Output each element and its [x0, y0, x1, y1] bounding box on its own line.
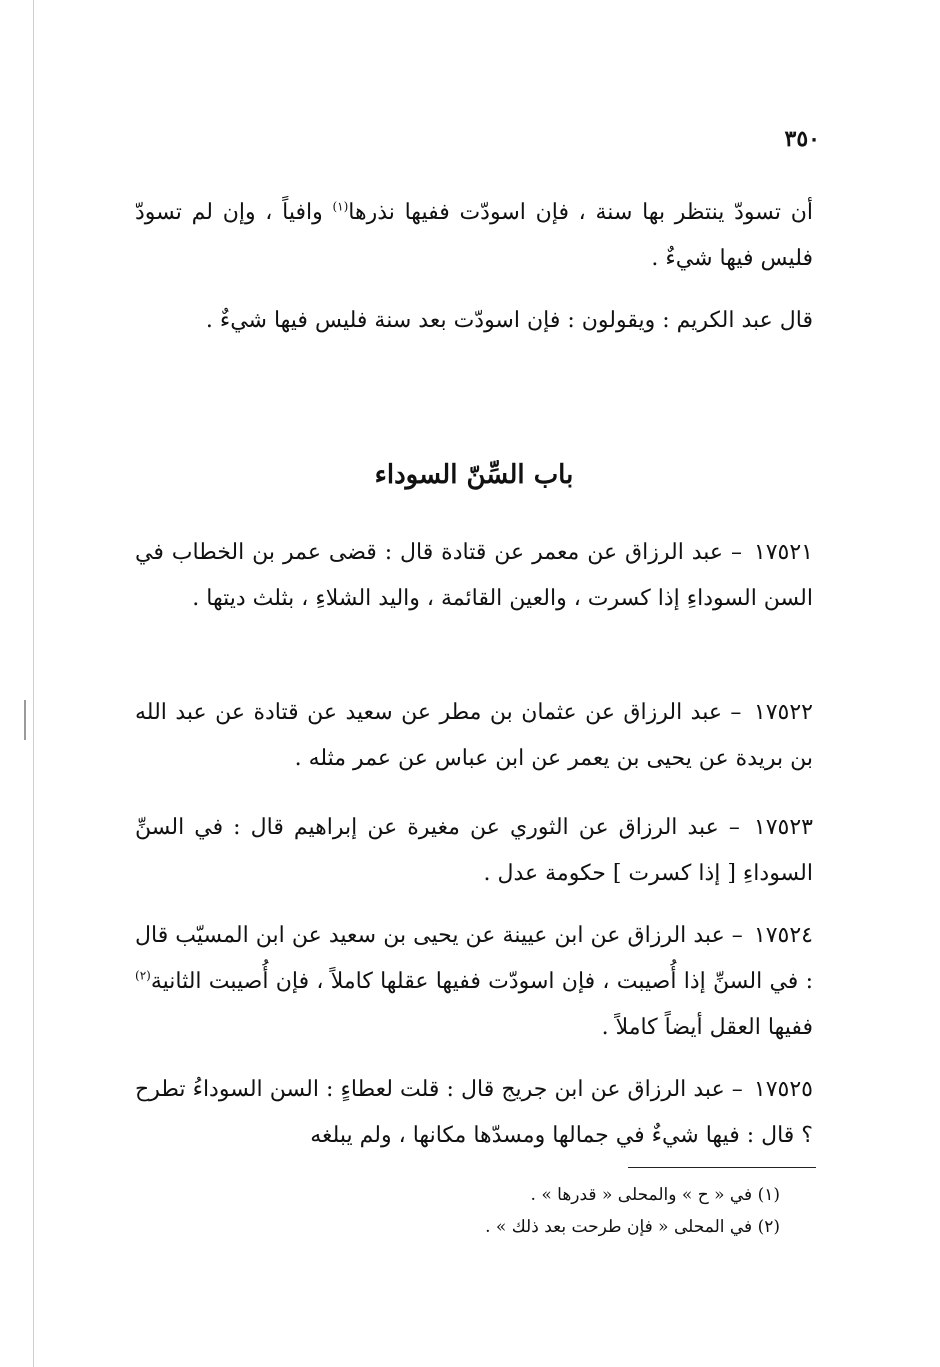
hadith-number: ١٧٥٢٣ [753, 815, 813, 840]
intro-paragraph-1-text: أن تسودّ ينتظر بها سنة ، فإن اسودّت ففيها نذرها [348, 200, 813, 225]
footnote-1: (١) في « ح » والمحلى « قدرها » . [530, 1185, 780, 1205]
hadith-text: – عبد الرزاق عن ابن جريج قال : قلت لعطاءٍ : السن السوداءُ تطرح ؟ قال : فيها شيءٌ في جمالها ومسدّها مكانها ، ولم يبلغه [135, 1077, 813, 1148]
section-title: باب السِّنّ السوداء [374, 460, 574, 490]
hadith-17522 [135, 690, 813, 782]
page-number: ٣٥٠ [784, 126, 820, 152]
hadith-text: – عبد الرزاق عن عثمان بن مطر عن سعيد عن قتادة عن عبد الله بن بريدة عن يحيى بن يعمر عن ابن عباس عن عمر مثله . [135, 700, 813, 771]
footnote-ref-1[interactable]: (١) [332, 199, 349, 214]
footnote-2: (٢) في المحلى « فإن طرحت بعد ذلك » . [485, 1217, 780, 1237]
hadith-number: ١٧٥٢٥ [753, 1077, 813, 1102]
hadith-number: ١٧٥٢١ [753, 540, 813, 565]
hadith-17523 [135, 805, 813, 897]
page-binding-mark [24, 700, 26, 740]
hadith-number: ١٧٥٢٢ [753, 700, 813, 725]
hadith-17525 [135, 1067, 813, 1159]
hadith-text: – عبد الرزاق عن معمر عن قتادة قال : قضى عمر بن الخطاب في السن السوداءِ إذا كسرت ، والعين القائمة ، واليد الشلاءِ ، بثلث ديتها . [135, 540, 813, 611]
hadith-17524 [135, 913, 813, 1051]
hadith-17521 [135, 530, 813, 622]
hadith-text: – عبد الرزاق عن ابن عيينة عن يحيى بن سعيد عن ابن المسيّب قال : في السنِّ إذا أُصيبت ، فإن اسودّت ففيها عقلها كاملاً ، فإن أُصيبت الثانية [135, 923, 813, 994]
intro-paragraph-1 [135, 190, 813, 282]
hadith-text-rest: ففيها العقل أيضاً كاملاً . [601, 1015, 813, 1040]
page-binding-line [33, 0, 34, 1367]
intro-paragraph-1-rest: وافياً ، وإن لم تسودّ فليس فيها شيءٌ . [135, 200, 813, 271]
footnote-separator [628, 1167, 816, 1168]
hadith-number: ١٧٥٢٤ [753, 923, 813, 948]
footnote-ref-2[interactable]: (٢) [135, 968, 151, 983]
intro-paragraph-2: قال عبد الكريم : ويقولون : فإن اسودّت بعد سنة فليس فيها شيءٌ . [205, 308, 813, 333]
hadith-text: – عبد الرزاق عن الثوري عن مغيرة عن إبراهيم قال : في السنِّ السوداءِ [ إذا كسرت ] حكومة عدل . [135, 815, 813, 886]
